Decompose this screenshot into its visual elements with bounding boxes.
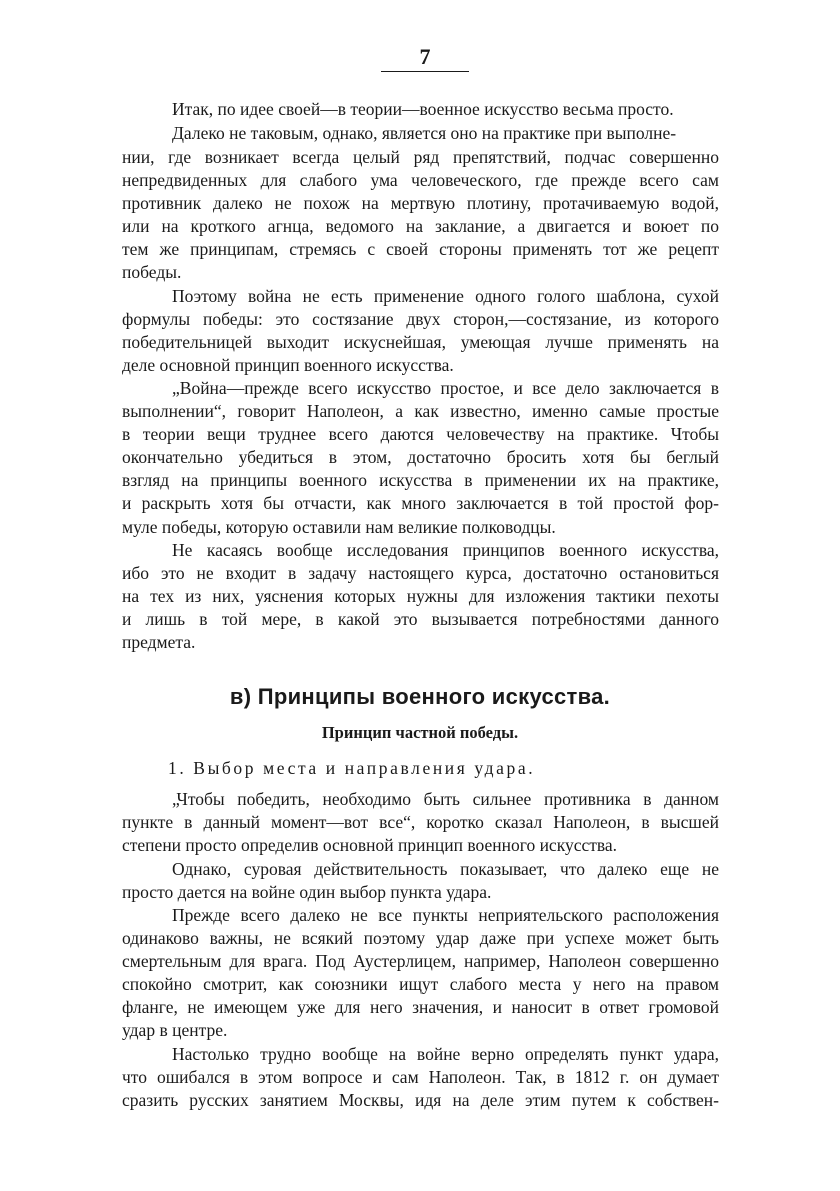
paragraph-8-line-2: одинаково важны, не всякий поэтому удар даже при успехе может быть bbox=[122, 928, 719, 948]
paragraph-2-line-4: противник далеко не похож на мертвую плотину, протачиваемую водой, bbox=[122, 193, 719, 213]
paragraph-3-line-3: победительницей выходит искуснейшая, умеющая лучше применять на bbox=[122, 332, 719, 352]
paragraph-8-line-3: смертельным для врага. Под Аустерлицем, например, Наполеон совершенно bbox=[122, 951, 719, 971]
subsection-heading: Принцип частной победы. bbox=[321, 723, 519, 742]
paragraph-6-line-1: „Чтобы победить, необходимо быть сильнее противника в данном bbox=[172, 789, 719, 809]
paragraph-4-line-4: окончательно убедиться в этом, достаточно бросить хотя бы беглый bbox=[122, 447, 719, 467]
paragraph-4-line-1: „Война—прежде всего искусство простое, и все дело заключается в bbox=[172, 378, 719, 398]
paragraph-8-line-6: удар в центре. bbox=[122, 1020, 228, 1040]
paragraph-2-line-7: победы. bbox=[122, 262, 182, 282]
paragraph-2-line-2: нии, где возникает всегда целый ряд препятствий, подчас совершенно bbox=[122, 147, 719, 167]
paragraph-4-line-5: взгляд на принципы военного искусства в применении их на практике, bbox=[122, 470, 719, 490]
paragraph-4-line-2: выполнении“, говорит Наполеон, а как известно, именно самые простые bbox=[122, 401, 719, 421]
paragraph-5-line-3: на тех из них, уяснения которых нужны для изложения тактики пехоты bbox=[122, 586, 719, 606]
paragraph-9-line-3: сразить русских занятием Москвы, идя на деле этим путем к собствен- bbox=[122, 1090, 719, 1110]
paragraph-4-line-6: и раскрыть хотя бы отчасти, как много заключается в той простой фор- bbox=[122, 493, 719, 513]
paragraph-5-line-2: ибо это не входит в задачу настоящего курса, достаточно остановиться bbox=[122, 563, 719, 583]
paragraph-2-line-1: Далеко не таковым, однако, является оно на практике при выполне- bbox=[172, 123, 677, 143]
paragraph-8-line-4: спокойно смотрит, как союзники ищут слабого места у него на правом bbox=[122, 974, 719, 994]
section-heading: в) Принципы военного искусства. bbox=[229, 684, 611, 709]
paragraph-8-line-5: фланге, не имеющем уже для него значения, и наносит в ответ громовой bbox=[122, 997, 719, 1017]
page-number-rule bbox=[381, 71, 469, 72]
paragraph-6-line-3: степени просто определив основной принцип военного искусства. bbox=[122, 835, 618, 855]
paragraph-9-line-1: Настолько трудно вообще на войне верно определять пункт удара, bbox=[172, 1044, 719, 1064]
paragraph-2-line-6: тем же принципам, стремясь с своей стороны применять тот же рецепт bbox=[122, 239, 719, 259]
paragraph-9-line-2: что ошибался в этом вопросе и сам Наполеон. Так, в 1812 г. он думает bbox=[122, 1067, 719, 1087]
paragraph-7-line-1: Однако, суровая действительность показывает, что далеко еще не bbox=[172, 859, 719, 879]
paragraph-3-line-4: деле основной принцип военного искусства. bbox=[122, 355, 454, 375]
paragraph-3-line-2: формулы победы: это состязание двух сторон,—состязание, из которого bbox=[122, 309, 719, 329]
paragraph-3-line-1: Поэтому война не есть применение одного голого шаблона, сухой bbox=[172, 286, 719, 306]
paragraph-2-line-3: непредвиденных для слабого ума человеческого, где прежде всего сам bbox=[122, 170, 719, 190]
paragraph-5-line-5: предмета. bbox=[122, 632, 196, 652]
paragraph-4-line-3: в теории вещи труднее всего даются человечеству на практике. Чтобы bbox=[122, 424, 719, 444]
paragraph-1-line-1: Итак, по идее своей—в теории—военное искусство весьма просто. bbox=[172, 99, 674, 119]
item-heading: 1. Выбор места и направления удара. bbox=[168, 758, 536, 778]
paragraph-5-line-1: Не касаясь вообще исследования принципов военного искусства, bbox=[172, 540, 719, 560]
paragraph-5-line-4: и лишь в той мере, в какой это вызывается потребностями данного bbox=[122, 609, 719, 629]
paragraph-4-line-7: муле победы, которую оставили нам великие полководцы. bbox=[122, 517, 556, 537]
paragraph-6-line-2: пункте в данный момент—вот все“, коротко сказал Наполеон, в высшей bbox=[122, 812, 719, 832]
paragraph-7-line-2: просто дается на войне один выбор пункта удара. bbox=[122, 882, 492, 902]
page-number: 7 bbox=[419, 44, 431, 69]
paragraph-2-line-5: или на кроткого агнца, ведомого на заклание, а двигается и воюет по bbox=[122, 216, 719, 236]
paragraph-8-line-1: Прежде всего далеко не все пункты неприятельского расположения bbox=[172, 905, 719, 925]
